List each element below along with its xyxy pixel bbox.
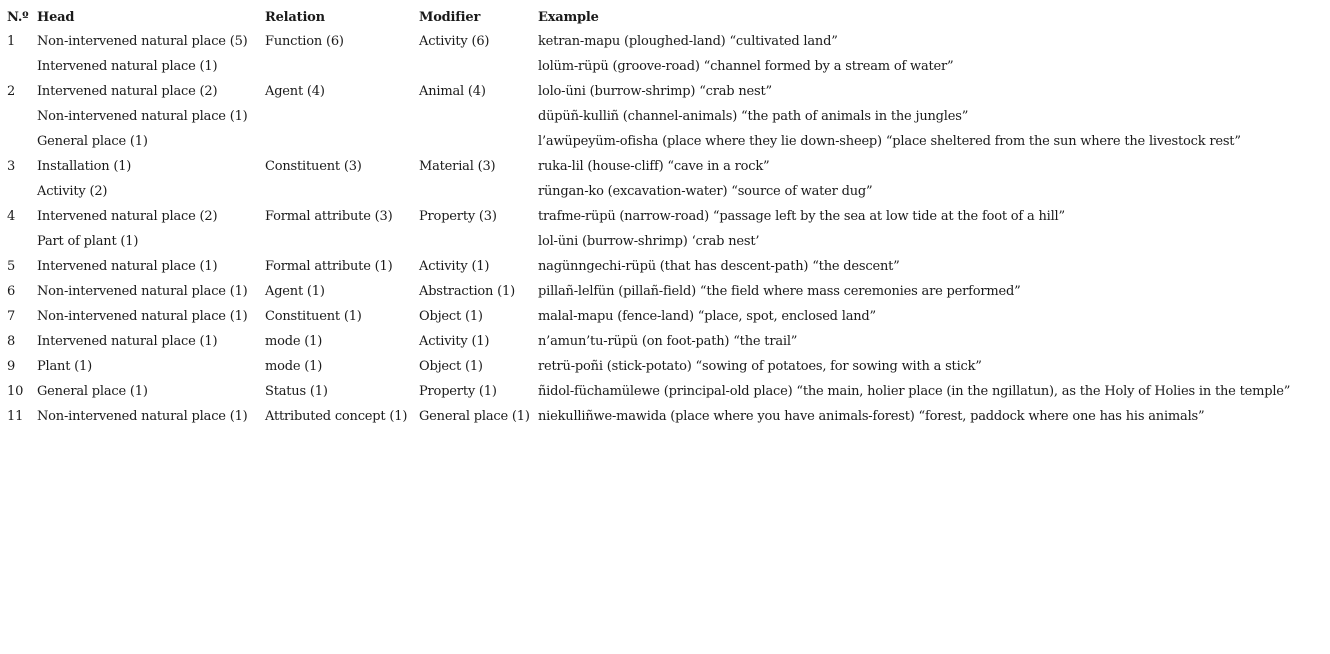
table-row [3,404,1294,429]
table-row [3,304,1294,329]
cell-example: retrü-poñi (stick-potato) “sowing of potatoes, for sowing with a stick” [538,359,982,374]
cell-modifier: Animal (4) [419,84,486,99]
cell-example: pillañ-lelfün (pillañ-field) “the field where mass ceremonies are performed” [538,284,1021,299]
cell-relation [261,104,415,129]
cell-no: 2 [7,84,16,99]
cell-modifier: Activity (6) [419,34,490,49]
cell-no [3,179,33,204]
cell-no: 6 [7,284,16,299]
table-row [3,179,1294,204]
header-no: N.º [7,9,29,25]
cell-relation: Formal attribute (1) [265,259,393,274]
cell-relation: Agent (1) [265,284,325,299]
cell-head: General place (1) [37,384,148,399]
cell-relation: Constituent (3) [265,159,362,174]
cell-no: 11 [7,409,24,424]
cell-head: Part of plant (1) [37,234,139,249]
cell-head: Non-intervened natural place (1) [37,284,248,299]
cell-modifier: Activity (1) [419,259,490,274]
cell-modifier: Object (1) [419,309,483,324]
cell-head: Activity (2) [37,184,108,199]
cell-modifier [415,104,534,129]
cell-no [3,229,33,254]
cell-relation: Status (1) [265,384,328,399]
cell-no [3,129,33,154]
cell-head: Intervened natural place (1) [37,259,218,274]
cell-modifier: Property (3) [419,209,497,224]
table-row [3,329,1294,354]
table-row [3,229,1294,254]
cell-example: lolo-üni (burrow-shrimp) “crab nest” [538,84,772,99]
cell-head: Intervened natural place (1) [37,59,218,74]
table-row [3,29,1294,54]
table-row [3,129,1294,154]
cell-relation [261,54,415,79]
cell-relation: Attributed concept (1) [265,409,408,424]
cell-example: trafme-rüpü (narrow-road) “passage left by the sea at low tide at the foot of a hill” [538,209,1065,224]
cell-relation: Function (6) [265,34,344,49]
cell-example: lolüm-rüpü (groove-road) “channel formed by a stream of water” [538,59,954,74]
table-row [3,79,1294,104]
header-head: Head [37,9,75,25]
table-row [3,354,1294,379]
cell-head: Intervened natural place (1) [37,334,218,349]
cell-head: Non-intervened natural place (5) [37,34,248,49]
cell-no: 9 [7,359,16,374]
table-row [3,54,1294,79]
cell-example: düpüñ-kulliñ (channel-animals) “the path of animals in the jungles” [538,109,969,124]
compound-classification-table [3,5,1294,429]
cell-modifier: Material (3) [419,159,496,174]
table-row [3,279,1294,304]
table-body [3,29,1294,429]
cell-relation: Agent (4) [265,84,325,99]
table-row [3,204,1294,229]
cell-no: 4 [7,209,16,224]
cell-relation: mode (1) [265,359,323,374]
cell-relation: Constituent (1) [265,309,362,324]
cell-example: ketran-mapu (ploughed-land) “cultivated land” [538,34,838,49]
cell-no: 10 [7,384,24,399]
cell-relation [261,229,415,254]
table-row [3,254,1294,279]
table-row [3,104,1294,129]
cell-head: Plant (1) [37,359,92,374]
cell-example: ruka-lil (house-cliff) “cave in a rock” [538,159,770,174]
cell-example: niekulliñwe-mawida (place where you have animals-forest) “forest, paddock where one has his animals” [538,409,1205,424]
cell-modifier: Abstraction (1) [419,284,515,299]
cell-modifier: Activity (1) [419,334,490,349]
table-row [3,154,1294,179]
cell-no: 1 [7,34,16,49]
cell-modifier [415,229,534,254]
cell-modifier: General place (1) [419,409,530,424]
cell-modifier [415,54,534,79]
cell-no [3,54,33,79]
cell-modifier: Property (1) [419,384,497,399]
cell-relation [261,179,415,204]
cell-example: lol-üni (burrow-shrimp) ‘crab nest’ [538,234,760,249]
table-row [3,379,1294,404]
cell-example: nagünngechi-rüpü (that has descent-path) “the descent” [538,259,900,274]
cell-example: malal-mapu (fence-land) “place, spot, enclosed land” [538,309,876,324]
cell-modifier [415,179,534,204]
cell-no [3,104,33,129]
cell-head: Non-intervened natural place (1) [37,309,248,324]
cell-modifier: Object (1) [419,359,483,374]
cell-relation [261,129,415,154]
cell-no: 3 [7,159,16,174]
cell-modifier [415,129,534,154]
header-modifier: Modifier [419,9,481,25]
cell-no: 8 [7,334,16,349]
cell-relation: mode (1) [265,334,323,349]
header-relation: Relation [265,9,325,25]
cell-example: ñidol-füchamülewe (principal-old place) “the main, holier place (in the ngillatun), as the Holy of Holies in the temple” [538,384,1291,399]
cell-example: l’awüpeyüm-ofisha (place where they lie down-sheep) “place sheltered from the sun where the livestock rest” [538,134,1241,149]
cell-no: 7 [7,309,16,324]
cell-example: rüngan-ko (excavation-water) “source of water dug” [538,184,873,199]
cell-head: Non-intervened natural place (1) [37,409,248,424]
cell-no: 5 [7,259,16,274]
cell-head: Non-intervened natural place (1) [37,109,248,124]
cell-head: Installation (1) [37,159,132,174]
cell-head: Intervened natural place (2) [37,84,218,99]
cell-head: General place (1) [37,134,148,149]
cell-example: n’amun’tu-rüpü (on foot-path) “the trail” [538,334,798,349]
cell-head: Intervened natural place (2) [37,209,218,224]
cell-relation: Formal attribute (3) [265,209,393,224]
header-row [3,5,1294,29]
header-example: Example [538,9,599,25]
